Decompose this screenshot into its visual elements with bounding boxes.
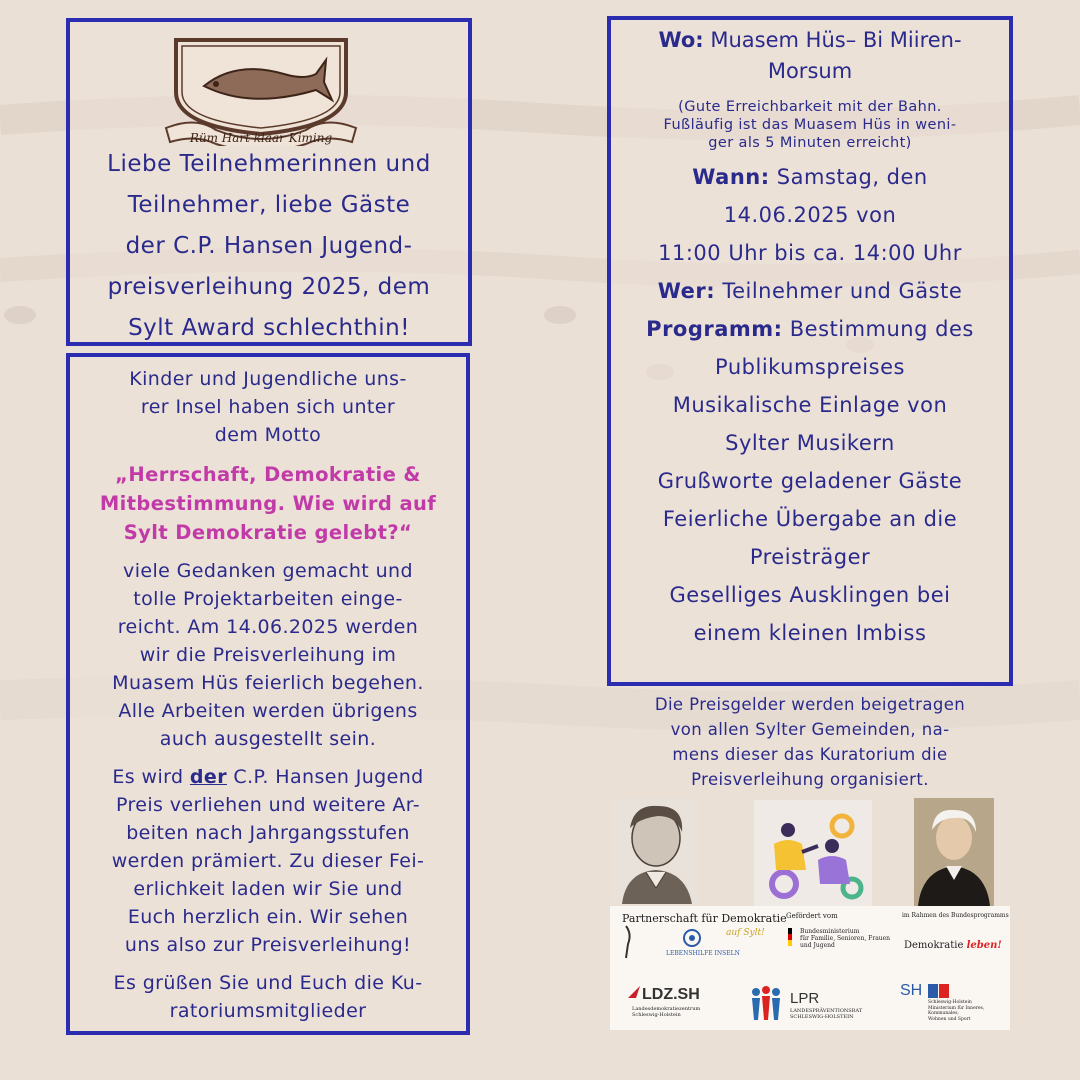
prize-line: erlichkeit laden wir Sie und [133,878,403,900]
demokratie-leben-logo [904,940,1002,951]
greeting-line: Teilnehmer, liebe Gäste [127,192,411,218]
rahmen-text: im Rahmen des Bundesprogramms [902,912,1009,919]
closing-line: Es grüßen Sie und Euch die Ku- [113,972,423,994]
greeting-line: der C.P. Hansen Jugend- [125,233,413,259]
ldz-subtitle [632,1006,700,1018]
wo-label: Wo: [658,28,704,52]
funding-credit [607,692,1013,792]
body-line: viele Gedanken gemacht und [123,560,413,582]
sh-sub-line: Wohnen und Sport [928,1016,971,1022]
body-line: auch ausgestellt sein. [159,728,377,750]
lpr-logo-text: LPR [790,990,820,1007]
prize-line: Preis verliehen und weitere Ar- [115,794,421,816]
lpr-subtitle [790,1008,862,1020]
wann-value: Samstag, den [769,165,928,189]
sh-coat-of-arms-icon [928,984,950,998]
federal-flag-icon [788,928,798,946]
sh-sub-line: Kommunales, [928,1011,959,1016]
who-line [611,272,1009,310]
location-line [611,24,1009,56]
credit-line: Preisverleihung organisiert. [691,770,929,789]
sh-logo-text: SH [900,982,923,999]
greeting-line: Liebe Teilnehmerinnen und [107,151,431,177]
portrait-engraving-image [612,798,698,904]
ldz-logo-text: LDZ.SH [642,986,700,1003]
prize-line: Euch herzlich ein. Wir sehen [127,906,409,928]
body-line: Muasem Hüs feierlich begehen. [112,672,424,694]
intro-line: dem Motto [214,424,322,446]
invitation-box [66,353,470,1035]
wer-value: Teilnehmer und Gäste [715,279,963,303]
auf-sylt-text: auf Sylt! [726,928,765,938]
fish-crest-logo [156,30,366,146]
intro-line: rer Insel haben sich unter [140,396,396,418]
prize-line: uns also zur Preisverleihung! [124,934,412,956]
program-item: einem kleinen Imbiss [693,621,927,645]
credit-line: von allen Sylter Gemeinden, na- [670,720,950,739]
program-item: Publikumspreises [715,355,905,379]
greeting-line: preisverleihung 2025, dem [107,274,431,300]
greeting-box [66,18,472,346]
note-line: Fußläufig ist das Muasem Hüs in weni- [663,117,957,133]
program-item: Musikalische Einlage von [672,393,948,417]
logo-motto: Rüm Hart klaar Kiming [189,131,333,145]
wer-label: Wer: [657,279,716,303]
motto-line: Mitbestimmung. Wie wird auf [99,492,437,515]
program-item: Feierliche Übergabe an die [662,507,958,531]
date-line: 14.06.2025 von [723,203,897,227]
programm-value: Bestimmung des [782,317,974,341]
lpr-figures-icon [746,984,786,1024]
bmfsfj-text [800,928,890,949]
prize-line: werden prämiert. Zu dieser Fei- [111,850,425,872]
prize-text: Es wird [112,766,190,788]
ldz-sub-line: Schleswig-Holstein [632,1012,681,1018]
credit-line: mens dieser das Kuratorium die [672,745,948,764]
location-line-2: Morsum [767,59,853,83]
body-line: wir die Preisverleihung im [139,644,397,666]
bird-icon [614,924,638,960]
lpr-sub-line: LANDESPRÄVENTIONSRAT [790,1008,863,1014]
motto-line: „Herrschaft, Demokratie & [115,463,421,486]
lpr-sub-line: SCHLESWIG-HOLSTEIN [790,1014,854,1020]
sponsor-logos-panel [610,906,1010,1030]
demokratie-text: Demokratie [904,940,964,951]
gefoerdert-text: Gefördert vom [786,912,838,920]
body-line: tolle Projektarbeiten einge- [133,588,403,610]
time-line: 11:00 Uhr bis ca. 14:00 Uhr [658,241,962,265]
note-line: ger als 5 Minuten erreicht) [708,135,912,151]
teamwork-illustration [754,800,872,906]
sh-sub-line: Schleswig-Holstein [928,1000,972,1005]
bmfsfj-line: Bundesministerium [800,928,860,935]
prize-first-line [70,763,466,791]
intro-line: Kinder und Jugendliche uns- [129,368,407,390]
lebenshilfe-icon [682,928,702,948]
greeting-text [74,144,464,349]
leben-text: leben! [966,940,1002,951]
partnerschaft-logo-text: Partnerschaft für Demokratie [622,912,787,925]
prize-emphasis: der [189,766,227,788]
program-item: Sylter Musikern [725,431,895,455]
ldz-arrow-icon [626,984,642,1000]
program-line [611,310,1009,348]
wo-value: Muasem Hüs– Bi Miiren- [703,28,962,52]
lebenshilfe-text: LEBENSHILFE INSELN [666,950,740,957]
program-item: Preisträger [749,545,871,569]
sh-sub-line: Ministerium für Inneres, [928,1005,985,1011]
sh-subtitle [928,1000,984,1022]
program-item: Geselliges Ausklingen bei [669,583,951,607]
bmfsfj-line: für Familie, Senioren, Frauen [800,935,891,942]
when-line [611,158,1009,196]
prize-line: beiten nach Jahrgangsstufen [126,822,410,844]
event-details-box [607,16,1013,686]
bmfsfj-line: und Jugend [800,942,835,949]
motto-line: Sylt Demokratie gelebt?“ [123,521,413,544]
portrait-cp-hansen-image [914,798,994,906]
prize-text: C.P. Hansen Jugend [226,766,424,788]
closing-line: ratoriumsmitglieder [169,1000,367,1022]
note-line: (Gute Erreichbarkeit mit der Bahn. [678,99,942,115]
body-line: Alle Arbeiten werden übrigens [118,700,418,722]
body-line: reicht. Am 14.06.2025 werden [117,616,419,638]
credit-line: Die Preisgelder werden beigetragen [654,695,966,714]
wann-label: Wann: [692,165,770,189]
ldz-sub-line: Landesdemokratiezentrum [632,1006,701,1012]
programm-label: Programm: [646,317,783,341]
program-item: Grußworte geladener Gäste [657,469,963,493]
greeting-line: Sylt Award schlechthin! [128,315,410,341]
